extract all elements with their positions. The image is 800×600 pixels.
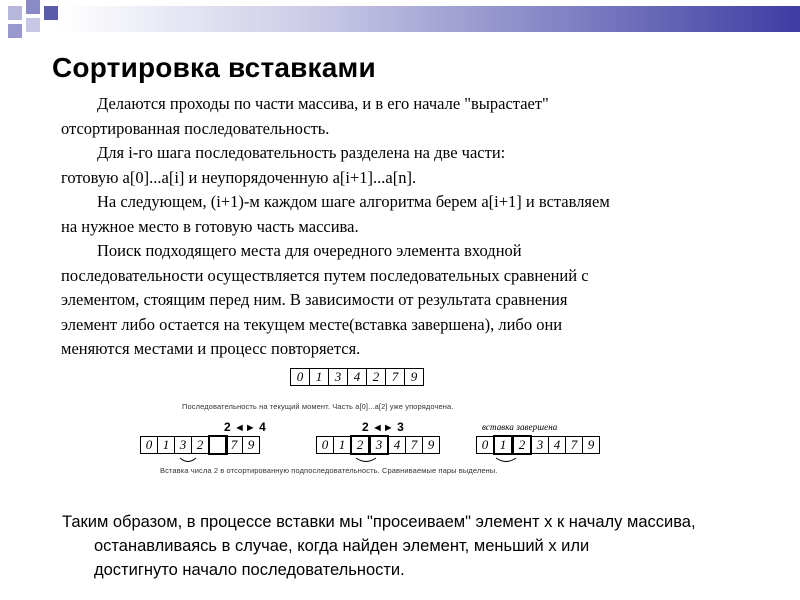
array-cell: 0 bbox=[476, 436, 494, 454]
conclusion-text bbox=[62, 510, 782, 582]
insertion-figure bbox=[140, 362, 660, 492]
array-cell: 7 bbox=[565, 436, 583, 454]
text-line: элементом, стоящим перед ним. В зависимости от результата сравнения bbox=[61, 290, 568, 309]
step3-array bbox=[476, 436, 616, 454]
array-cell: 2 bbox=[366, 368, 386, 386]
body-text bbox=[61, 92, 761, 362]
text-line: Таким образом, в процессе вставки мы "просеиваем" элемент x к началу массива, bbox=[62, 513, 696, 531]
text-line: достигнуто начало последовательности. bbox=[94, 561, 405, 579]
array-cell: 7 bbox=[225, 436, 243, 454]
step2-label-left: 2 bbox=[362, 420, 369, 434]
array-cell: 1 bbox=[493, 435, 513, 455]
array-cell: 2 bbox=[350, 435, 370, 455]
text-line: готовую a[0]...a[i] и неупорядоченную a[i+1]...a[n]. bbox=[61, 167, 417, 187]
page-title: Сортировка вставками bbox=[52, 52, 376, 83]
text-line: меняются местами и процесс повторяется. bbox=[61, 339, 361, 358]
array-cell: 2 bbox=[191, 436, 209, 454]
array-cell: 3 bbox=[174, 436, 192, 454]
array-cell: 0 bbox=[290, 368, 310, 386]
array-cell: 0 bbox=[316, 436, 334, 454]
array-cell: 4 bbox=[347, 368, 367, 386]
text-line: на нужное место в готовую часть массива. bbox=[61, 216, 359, 236]
step3-label: вставка завершена bbox=[482, 422, 558, 432]
array-cell: 0 bbox=[140, 436, 158, 454]
text-line: останавливаясь в случае, когда найден элемент, меньший x или bbox=[94, 537, 590, 555]
text-line: отсортированная последовательность. bbox=[61, 118, 330, 138]
step1-labels bbox=[224, 420, 266, 434]
array-cell: 4 bbox=[388, 436, 406, 454]
text-line: Для i-го шага последовательность разделена на две части: bbox=[97, 143, 506, 162]
array-cell: 1 bbox=[157, 436, 175, 454]
array-cell: 9 bbox=[242, 436, 260, 454]
text-line: последовательности осуществляется путем последовательных сравнений с bbox=[61, 265, 589, 285]
header-band bbox=[0, 0, 800, 48]
array-cell: 9 bbox=[422, 436, 440, 454]
top-array bbox=[290, 368, 430, 386]
caption-top: Последовательность на текущий момент. Часть a[0]...a[2] уже упорядочена. bbox=[182, 402, 454, 411]
step1-label-left: 2 bbox=[224, 420, 231, 434]
array-cell: 9 bbox=[582, 436, 600, 454]
step2-labels bbox=[362, 420, 404, 434]
text-line: элемент либо остается на текущем месте(вставка завершена), либо они bbox=[61, 314, 563, 334]
array-cell: 3 bbox=[328, 368, 348, 386]
array-cell: 1 bbox=[309, 368, 329, 386]
array-cell: 9 bbox=[404, 368, 424, 386]
array-cell: 3 bbox=[369, 435, 389, 455]
array-cell: 1 bbox=[333, 436, 351, 454]
text-line: Делаются проходы по части массива, и в его начале "вырастает" bbox=[97, 94, 549, 113]
step2-label-right: 3 bbox=[397, 420, 404, 434]
step2-array bbox=[316, 436, 456, 454]
caption-bottom: Вставка числа 2 в отсортированную подпоследовательность. Сравниваемые пары выделены. bbox=[160, 466, 498, 475]
text-line: Поиск подходящего места для очередного элемента входной bbox=[97, 241, 522, 260]
swap-arrow-icon: ◄► bbox=[234, 422, 256, 434]
array-cell: 4 bbox=[548, 436, 566, 454]
array-cell: 7 bbox=[405, 436, 423, 454]
decor-squares bbox=[0, 0, 70, 48]
step1-array bbox=[140, 436, 290, 454]
swap-arrow-icon: ◄► bbox=[372, 422, 394, 434]
brace-marks bbox=[140, 456, 660, 466]
text-line: На следующем, (i+1)-м каждом шаге алгоритма берем a[i+1] и вставляем bbox=[97, 192, 610, 211]
array-cell: 2 bbox=[512, 435, 532, 455]
array-cell: 3 bbox=[531, 436, 549, 454]
step1-label-right: 4 bbox=[259, 420, 266, 434]
array-cell: 7 bbox=[385, 368, 405, 386]
